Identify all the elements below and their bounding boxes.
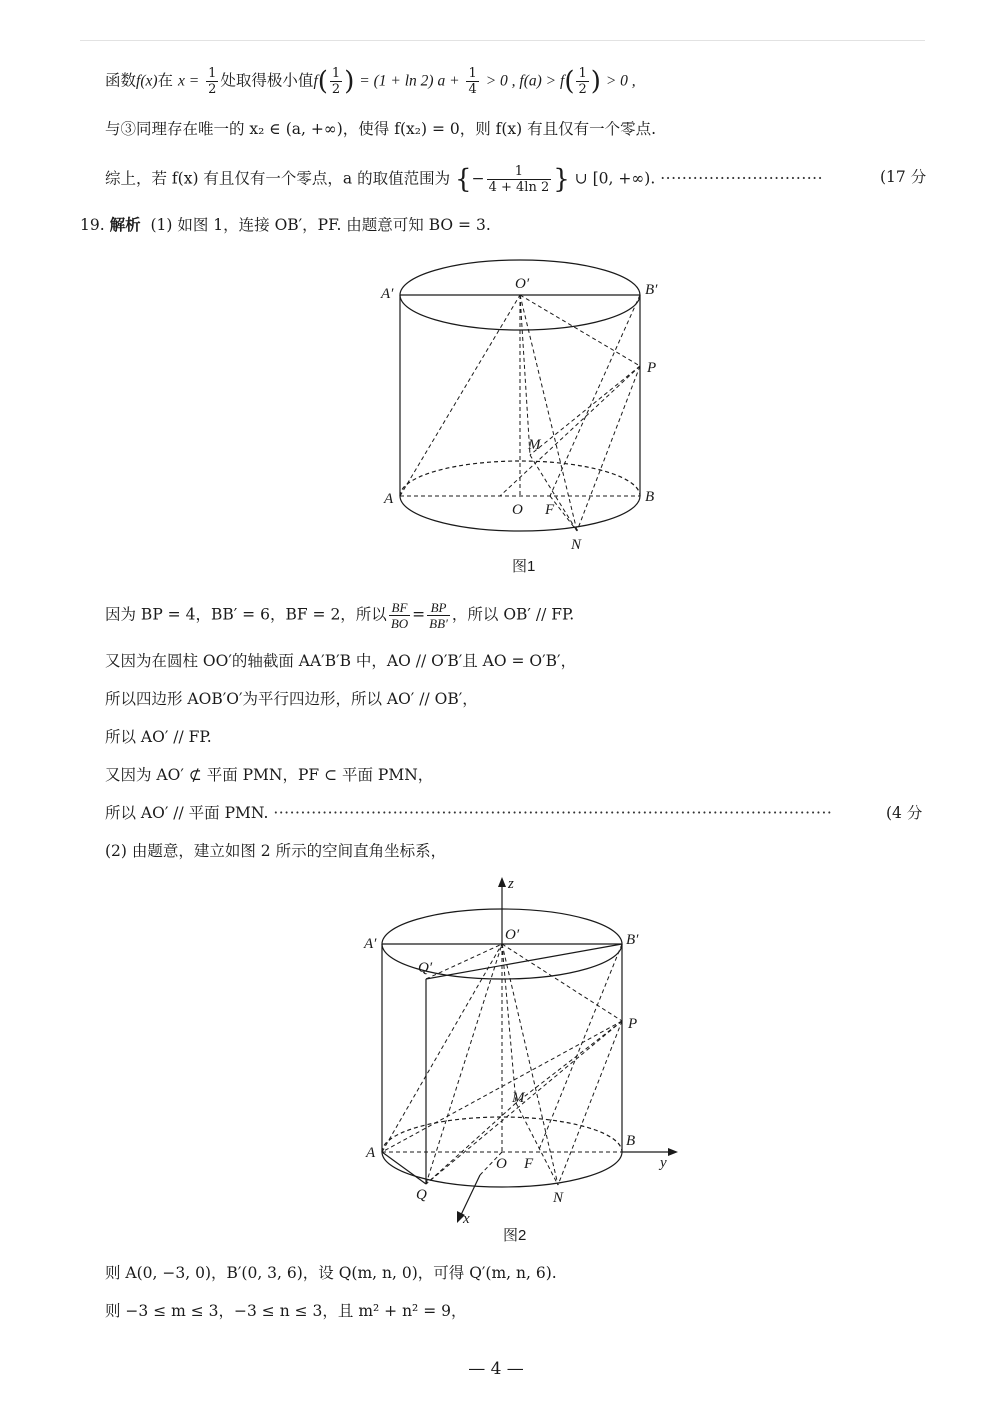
- label-N: N: [571, 537, 582, 553]
- label-O: O: [512, 502, 523, 518]
- text: (1) 如图 1，连接 OB′，PF. 由题意可知 BO = 3.: [150, 216, 491, 234]
- label-M: M: [512, 1090, 525, 1106]
- text: 函数: [105, 71, 137, 90]
- label-A: A: [384, 491, 394, 507]
- numerator: BF: [389, 600, 410, 616]
- math-x-eq: x =: [177, 72, 200, 90]
- line-12: 则 A(0, −3, 0)，B′(0, 3, 6)，设 Q(m, n, 0)，可得 Q′(m, n, 6).: [105, 1264, 557, 1282]
- question-number: 19.: [80, 216, 105, 234]
- text: 所以 AO′ // 平面 PMN.: [105, 804, 269, 822]
- label-N: N: [553, 1190, 564, 1206]
- label-O: O: [496, 1156, 507, 1172]
- fraction-range: [487, 164, 552, 195]
- figure-2-diagram: [360, 875, 700, 1225]
- axis-x-label: x: [463, 1211, 470, 1227]
- numerator: BP: [427, 600, 450, 616]
- numerator: 1: [331, 66, 341, 81]
- line-8: 所以 AO′ // FP.: [105, 728, 212, 746]
- denominator: 4 + 4ln 2: [488, 180, 550, 195]
- fraction-bp-bb: [427, 600, 450, 631]
- text: 综上，若 f(x) 有且仅有一个零点，a 的取值范围为: [105, 169, 451, 188]
- minus-sign: −: [471, 169, 485, 188]
- text: ∪ [0, +∞).: [574, 169, 656, 188]
- label-P: P: [647, 360, 657, 376]
- line-2: 与③同理存在唯一的 x₂ ∈ (a, +∞)，使得 f(x₂) = 0，则 f(x) 有且仅有一个零点.: [105, 120, 657, 138]
- label-B-prime: B′: [645, 282, 658, 298]
- denominator: BB′: [429, 616, 448, 631]
- header-rule: [80, 40, 925, 41]
- label-M: M: [528, 437, 541, 453]
- text: ，所以 OB′ // FP.: [451, 605, 575, 624]
- question-19-heading: [80, 214, 491, 236]
- score-4: (4 分: [886, 804, 923, 822]
- math-expr-3: > 0 ,: [605, 72, 636, 90]
- dot-leader: ······························: [660, 169, 824, 188]
- line-11: (2) 由题意，建立如图 2 所示的空间直角坐标系，: [105, 842, 447, 860]
- page-number: — 4 —: [468, 1359, 524, 1379]
- numerator: 1: [468, 66, 477, 81]
- line-1: 函数f(x)在 x = $\frac{1}{2}$ 处取得极小值f( $\frac{1}{2}$ ) = (1 + ln 2) a + $\frac{1}{4}$ > 0 , f(a) > f( $\frac{1}{2}$ ) > 0 ,: [105, 66, 636, 97]
- label-F: F: [524, 1156, 534, 1172]
- math-fx: f(x): [136, 72, 158, 90]
- line-13: 则 −3 ≤ m ≤ 3，−3 ≤ n ≤ 3，且 m² + n² = 9，: [105, 1302, 467, 1320]
- line-10: [105, 802, 832, 824]
- numerator: 1: [208, 66, 217, 81]
- label-O-prime: O′: [505, 927, 520, 943]
- label-B: B: [645, 489, 655, 505]
- figure-2-caption: 图2: [503, 1227, 527, 1244]
- label-Q: Q: [416, 1187, 427, 1203]
- label-Q-prime: Q′: [418, 960, 433, 976]
- score-17: (17 分: [880, 168, 927, 186]
- fraction-quarter: [466, 66, 478, 97]
- label-F: F: [545, 502, 555, 518]
- fraction-half: [206, 66, 218, 97]
- line-9: 又因为 AO′ ⊄ 平面 PMN，PF ⊂ 平面 PMN，: [105, 766, 434, 784]
- text: 在: [157, 71, 174, 90]
- label-P: P: [628, 1016, 638, 1032]
- figure-1-caption: 图1: [512, 558, 536, 575]
- line-3: 综上，若 f(x) 有且仅有一个零点，a 的取值范围为 {− $\frac{1}{4 + 4\ln 2}$ } ∪ [0, +∞). ······························: [105, 164, 824, 195]
- label-A: A: [366, 1145, 376, 1161]
- numerator: 1: [578, 66, 587, 81]
- denominator: 2: [578, 82, 587, 97]
- fraction-half-3: [576, 66, 588, 97]
- math-expr-2: > 0 , f(a) > f: [485, 72, 565, 90]
- axis-z-label: z: [508, 876, 514, 892]
- axis-y-label: y: [660, 1155, 667, 1171]
- label-A-prime: A′: [364, 936, 377, 952]
- line-6: 又因为在圆柱 OO′的轴截面 AA′B′B 中，AO // O′B′且 AO = O′B′，: [105, 652, 577, 670]
- equals: =: [412, 605, 426, 624]
- label-O-prime: O′: [515, 276, 530, 292]
- line-5: [105, 600, 574, 631]
- math-expr: = (1 + ln 2) a +: [359, 72, 460, 90]
- numerator: 1: [487, 164, 552, 180]
- figure-1-diagram: [375, 260, 675, 560]
- text: 处取得极小值: [220, 71, 314, 90]
- analysis-label: 解析: [109, 215, 141, 234]
- label-B: B: [626, 1133, 636, 1149]
- label-A-prime: A′: [381, 286, 394, 302]
- denominator: 4: [468, 82, 477, 97]
- line-7: 所以四边形 AOB′O′为平行四边形，所以 AO′ // OB′，: [105, 690, 478, 708]
- denominator: BO: [390, 616, 409, 631]
- denominator: 2: [331, 82, 341, 97]
- fraction-bf-bo: [389, 600, 410, 631]
- denominator: 2: [208, 82, 217, 97]
- label-B-prime: B′: [626, 932, 639, 948]
- dot-leader: ·······································································································: [273, 804, 833, 822]
- fraction-half-2: [330, 66, 342, 97]
- text: 因为 BP = 4，BB′ = 6，BF = 2，所以: [105, 605, 387, 624]
